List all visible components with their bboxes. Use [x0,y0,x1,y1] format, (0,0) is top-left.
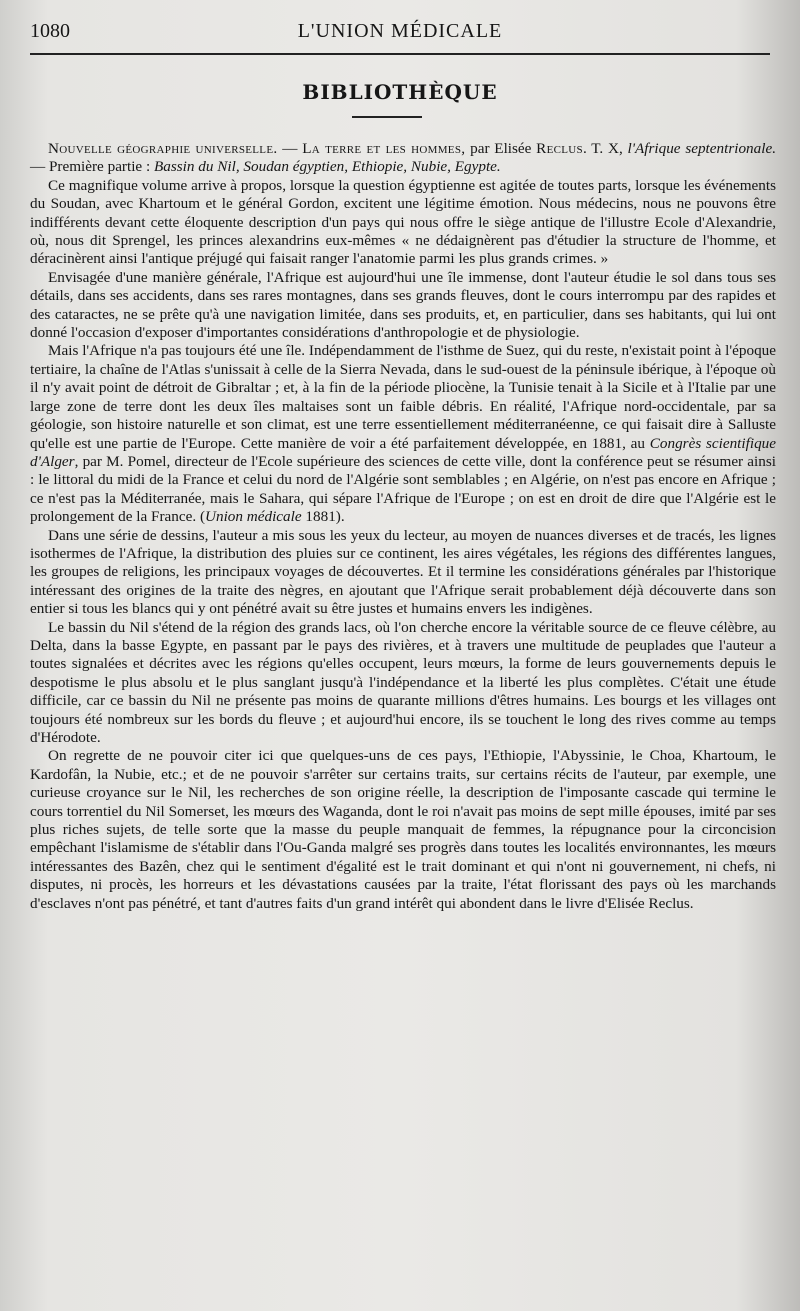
heading-dash: — [277,140,303,157]
paragraph-1: Ce magnifique volume arrive à propos, lorsque la question égyptienne est agitée de toutes parts, lorsque les événements du Soudan, avec Khartoum et le général Gordon, excitent une légitime émotion. Nous médecins, nous ne pouvons être indifférents devant cette éloquente description d'un pays qui nous offre le siège antique de l'illustre Ecole d'Alexandrie, où, nous dit Sprengel, les princes alexandrins eux-mêmes « ne dédaignèrent pas d'étudier la structure de l'homme, et déracinèrent ainsi l'antique préjugé qui faisait ranger l'anatomie parmi les plus grands crimes. » [30,176,776,268]
paragraph-4: Dans une série de dessins, l'auteur a mis sous les yeux du lecteur, au moyen de nuances diverses et de tracés, les lignes isothermes de l'Afrique, la distribution des pluies sur ce continent, les aires végétales, les régions des différentes langues, les groupes de religions, les principaux voyages de découvertes. Et il termine les considérations générales par l'historique intéressant des origines de la traite des nègres, en ajoutant que l'Afrique serait probablement déjà découverte dans son entier si tous les blancs qui y ont pénétré avait su être justes et humains envers les indigènes. [30,526,776,618]
volume-subject: l'Afrique septentrionale. [627,140,777,157]
heading-by: par Elisée [465,140,537,157]
article-body [30,140,776,913]
paragraph-3-part-b: , par M. Pomel, directeur de l'Ecole supérieure des sciences de cette ville, dont la conférence peut se résumer ainsi : le littoral du midi de la France et celui du nord de l'Algérie sont semblables ; en Algérie, on n'est pas encore en Afrique ; ce n'est pas la Méditerranée, mais le Sahara, qui sépare l'Afrique de l'Europe ; on est en droit de dire que l'Algérie est le prolongement de la France. ( [30,452,776,526]
paragraph-3 [30,342,776,526]
union-medicale-reference: Union médicale [205,508,302,526]
heading-tome: . T. X, [582,140,628,157]
section-title: BIBLIOTHÈQUE [302,80,498,104]
paragraph-6: On regrette de ne pouvoir citer ici que quelques-uns de ces pays, l'Ethiopie, l'Abyssinie, le Choa, Khartoum, le Kardofân, la Nubie, etc.; et de ne pouvoir s'arrêter sur certains traits, sur certains récits de l'auteur, par exemple, une curieuse croyance sur le Nil, les recherches de son origine réelle, la description de l'imposante cascade qui termine le cours torrentiel du Nil Somerset, les mœurs des Waganda, dont le roi n'avait pas moins de sept mille épouses, imité par ses plus riches sujets, de telle sorte que la masse du peuple manquait de femmes, la répugnance pour la circoncision empêchant l'islamisme de s'établir dans l'Ou-Ganda malgré ses progrès dans toutes les localités environnantes, les mœurs intéressantes des Bazên, chez qui le sentiment d'égalité est le trait dominant et qui n'ont ni gouvernement, ni chefs, ni disputes, ni procès, les horreurs et les dévastations causées par la traite, l'état florissant des pays où les marchands d'esclaves n'ont pas pénétré, et tant d'autres faits d'un grand intérêt qui abondent dans le livre d'Elisée Reclus. [30,747,776,912]
header-rule [30,53,770,55]
paragraph-3-part-a: Mais l'Afrique n'a pas toujours été une île. Indépendamment de l'isthme de Suez, qui du reste, n'existait point à l'époque tertiaire, la chaîne de l'Atlas s'unissait à celle de la Sierra Nevada, dans le sud-ouest de la péninsule ibérique, à l'époque où il n'y avait point de détroit de Gibraltar ; et, à la fin de la période pliocène, la Tunisie tenait à la Sicile et à l'Italie par une large zone de terre dont les deux îles maltaises sont un faible débris. En réalité, l'Afrique nord-occidentale, par sa géologie, son histoire naturelle et son climat, est une terre essentiellement méditerranéenne, ce qui faisait dire à Salluste qu'elle est une partie de l'Europe. Cette manière de voir a été parfaitement développée, en 1881, au [30,342,776,452]
congres-reference: Congrès scientifique d'Alger [30,434,776,470]
volume-title: La terre et les hommes, [302,140,466,157]
running-title: L'UNION MÉDICALE [297,20,503,42]
page-header [30,18,770,48]
paragraph-5: Le bassin du Nil s'étend de la région des grands lacs, où l'on cherche encore la véritable source de ce fleuve célèbre, au Delta, dans la basse Egypte, en passant par le pays des rivières, et à travers une multitude de peuplades que l'auteur a toutes signalées et décrites avec les régions qu'elles occupent, leurs mœurs, la forme de leurs gouvernements depuis le despotisme le plus absolu et le plus sanglant jusqu'à l'indépendance et la liberté les plus complètes. C'était une étude difficile, car ce bassin du Nil ne présente pas moins de quarante millions d'êtres humains. Les bourgs et les villages ont toujours été nombreux sur les bords du fleuve ; et aujourd'hui encore, ils se touchent le long des rives comme au temps d'Hérodote. [30,618,776,746]
part-subject: Bassin du Nil, Soudan égyptien, Ethiopie, Nubie, Egypte. [153,158,501,176]
page-number: 1080 [30,20,70,42]
paragraph-3-part-c: 1881). [301,508,345,526]
paragraph-2: Envisagée d'une manière générale, l'Afrique est aujourd'hui une île immense, dont l'auteur étudie le sol dans tous ses détails, dans ses accidents, dans ses rares montagnes, dans ses grands fleuves, dont le cours interrompu par des rapides et des cataractes, ne se prête qu'à une navigation limitée, dans ses produits, et, en particulier, dans ses habitants, qui lui ont donné l'occasion d'exposer d'importantes considérations d'anthropologie et de physiologie. [30,268,776,342]
heading-part: — Première partie : [30,158,154,176]
series-title: Nouvelle géographie universelle. [48,140,278,157]
title-rule [352,116,422,118]
author-name: Reclus [536,140,583,157]
review-heading [30,140,776,177]
